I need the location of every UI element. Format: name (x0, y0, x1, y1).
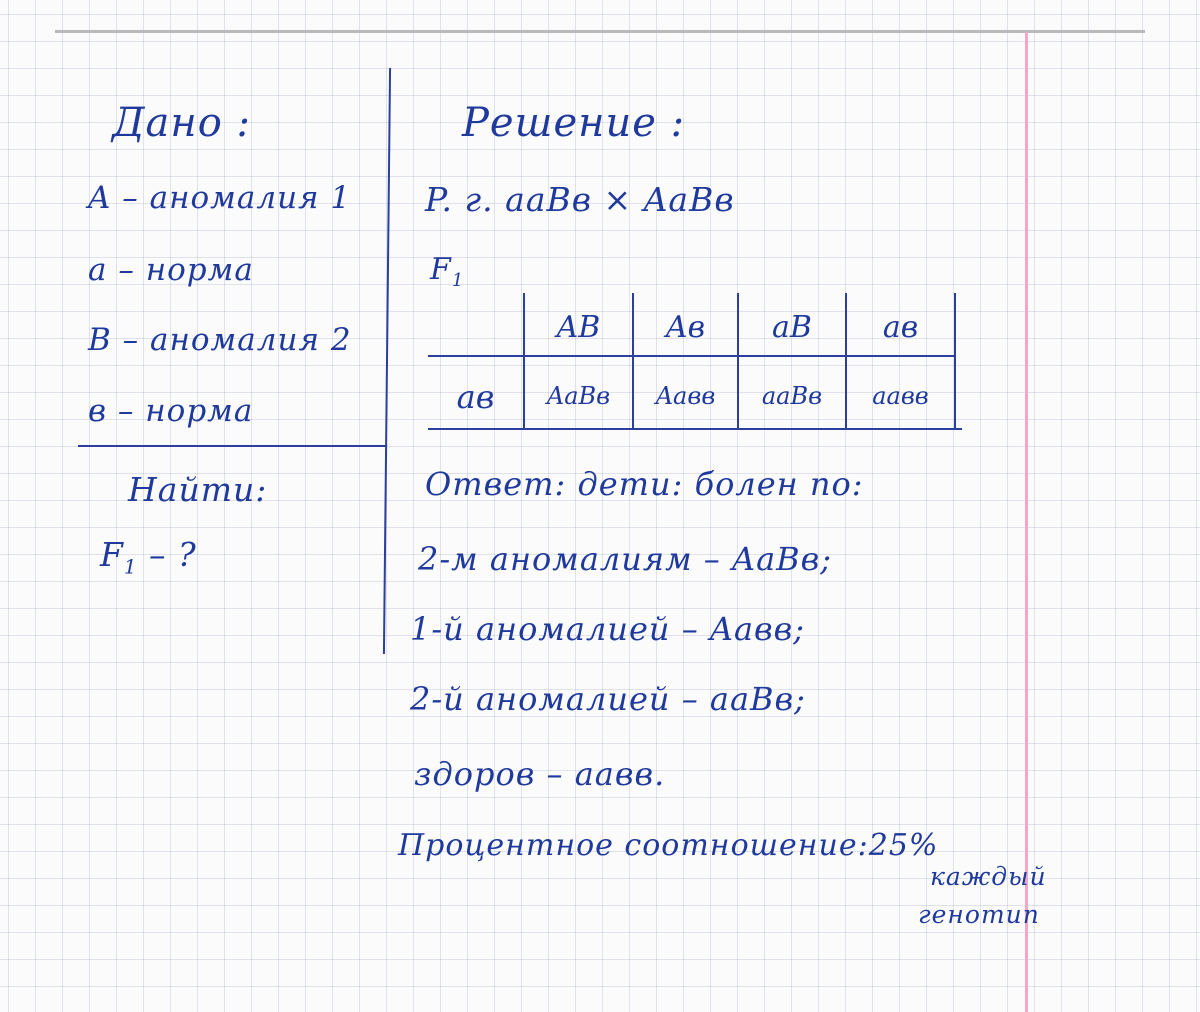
answer-intro: Ответ: дети: болен по: (425, 465, 864, 503)
table-column-header: aB (772, 310, 812, 345)
answer-line: 1-й аномалией – Aaвв; (410, 610, 806, 648)
table-row-header: aв (456, 378, 495, 416)
given-divider (78, 445, 386, 447)
solution-heading: Решение : (462, 100, 686, 146)
given-line: B – аномалия 2 (88, 322, 352, 358)
table-cell: aaBв (761, 382, 823, 410)
ratio-line: Процентное соотношение:25% (398, 828, 939, 863)
table-column-line (954, 293, 956, 430)
find-item-main: F (100, 535, 124, 574)
find-item-subscript: 1 (123, 555, 138, 579)
table-cell: AaBв (546, 382, 611, 410)
ratio-note: каждый (930, 862, 1047, 891)
table-column-header: AB (556, 310, 601, 345)
f1-label-main: F (430, 252, 452, 287)
given-heading: Дано : (112, 100, 251, 146)
given-line: в – норма (88, 393, 254, 429)
parents-cross: P. г. ааBв × AaBв (425, 180, 735, 219)
table-cell: Aaвв (655, 382, 716, 410)
f1-label (430, 252, 464, 291)
column-divider (383, 68, 391, 654)
answer-line: 2-й аномалией – aaBв; (410, 680, 806, 718)
table-column-header: Aв (665, 310, 706, 345)
find-item-rest: – ? (137, 535, 197, 574)
given-line: A – аномалия 1 (88, 180, 352, 216)
given-line: a – норма (88, 252, 254, 288)
answer-line: 2-м аномалиям – AaBв; (418, 540, 833, 578)
page-top-edge (55, 30, 1145, 33)
f1-label-subscript: 1 (451, 270, 465, 291)
answer-line: здоров – aaвв. (414, 755, 666, 793)
table-row-line (428, 355, 956, 357)
ratio-note: генотип (918, 900, 1040, 929)
find-item (100, 535, 197, 579)
find-heading: Найти: (128, 470, 268, 509)
table-bottom-line (428, 428, 962, 430)
table-cell: aaвв (872, 382, 929, 410)
table-column-header: aв (882, 310, 919, 345)
